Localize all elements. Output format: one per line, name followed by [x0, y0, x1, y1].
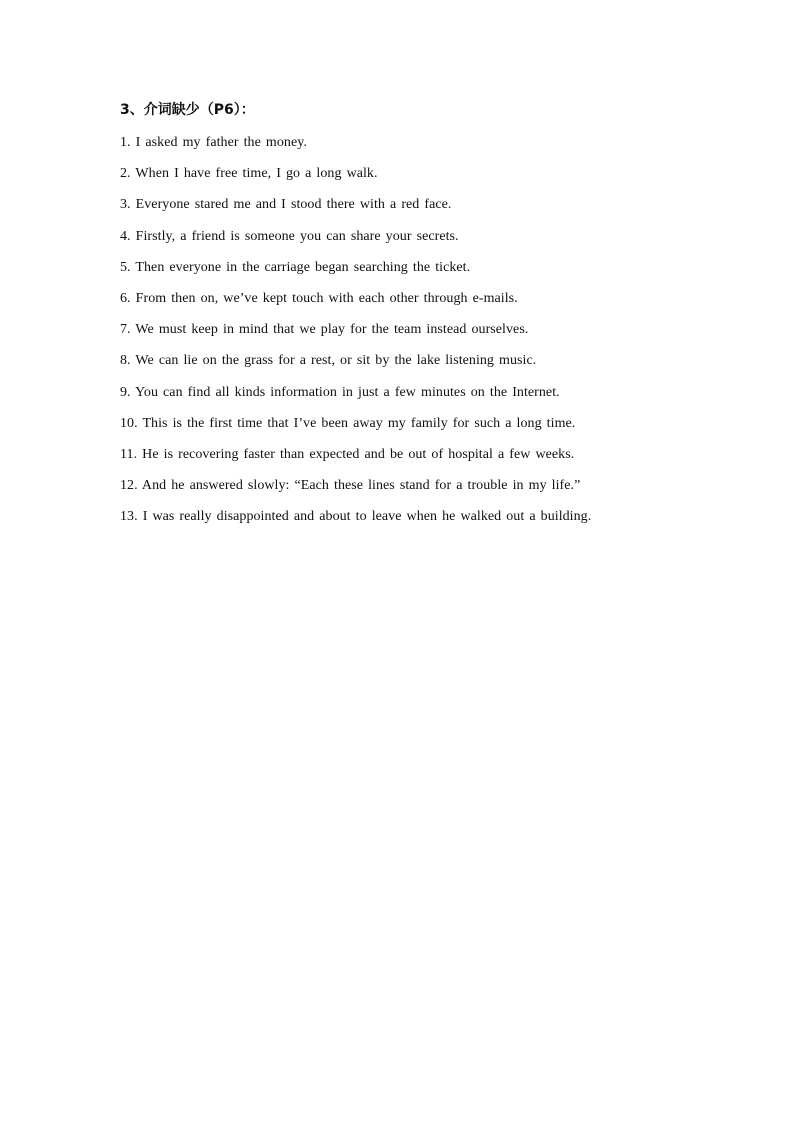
- sentence-item: 11. He is recovering faster than expected and be out of hospital a few weeks.: [120, 446, 575, 462]
- sentence-item: 3. Everyone stared me and I stood there with a red face.: [120, 197, 452, 213]
- sentence-item: 5. Then everyone in the carriage began searching the ticket.: [120, 259, 471, 275]
- sentence-item: 12. And he answered slowly: “Each these lines stand for a trouble in my life.”: [120, 478, 581, 494]
- section-title: 3、介词缺少（P6）：: [120, 102, 255, 118]
- sentence-item: 6. From then on, we’ve kept touch with each other through e-mails.: [120, 290, 518, 306]
- exercise-section: [120, 101, 720, 539]
- sentence-item: 7. We must keep in mind that we play for the team instead ourselves.: [120, 322, 529, 338]
- sentence-item: 9. You can find all kinds information in just a few minutes on the Internet.: [120, 384, 560, 400]
- sentence-list: [120, 134, 720, 526]
- sentence-item: 10. This is the first time that I’ve been away my family for such a long time.: [120, 415, 576, 431]
- sentence-item: 4. Firstly, a friend is someone you can share your secrets.: [120, 228, 459, 244]
- sentence-item: 13. I was really disappointed and about to leave when he walked out a building.: [120, 509, 592, 525]
- sentence-item: 2. When I have free time, I go a long walk.: [120, 166, 378, 182]
- sentence-item: 1. I asked my father the money.: [120, 135, 307, 150]
- sentence-item: 8. We can lie on the grass for a rest, or sit by the lake listening music.: [120, 353, 537, 369]
